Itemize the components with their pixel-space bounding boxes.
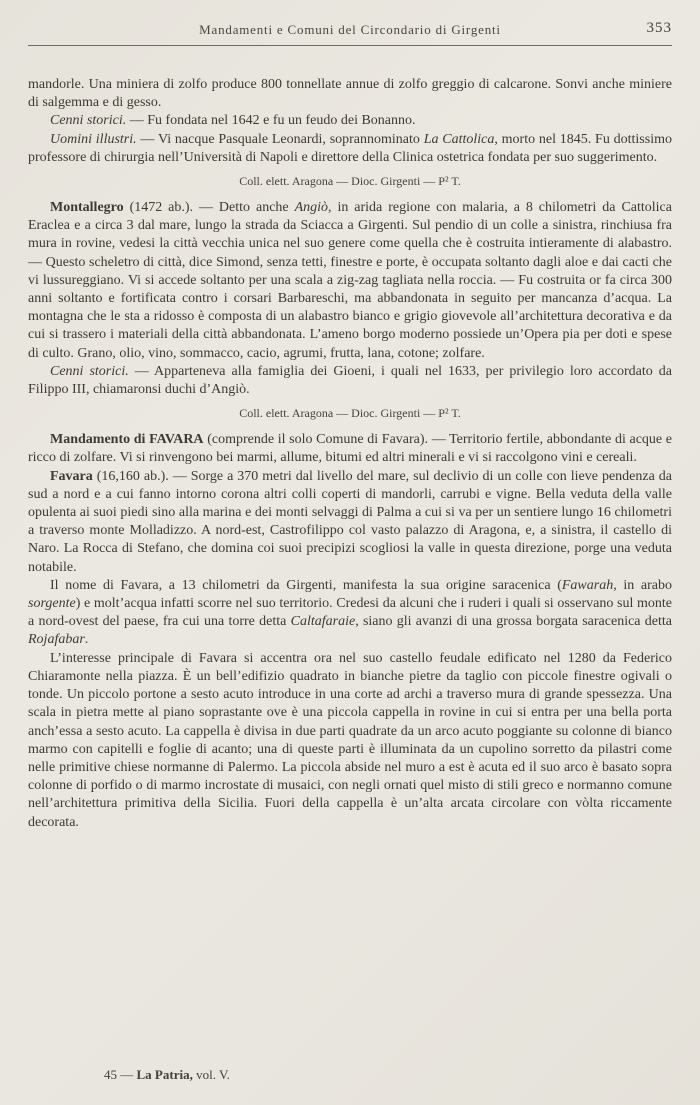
text-segment: Il nome di Favara, a 13 chilometri da Girgenti, manifesta la sua origine saracenica ( <box>50 577 562 593</box>
text-segment: sorgente <box>28 596 76 612</box>
text-segment: Rojafabar <box>28 632 85 648</box>
text-segment: (16,160 ab.). — Sorge a 370 metri dal livello del mare, sul declivio di un colle con lieve pendenza da sud a nord e a cui fanno intorno corona altri colli coperti di mandorli, carrubi e vigne. Bella veduta della valle opulenta ai suoi piedi sino alla marina e dei monti selvaggi di Palma a cui si va per un sentiere lungo 16 chilometri a traverso monte Molladizzo. A nord-est, Castrofilippo col vasto palazzo di Aragona, e, a sinistra, il castello di Naro. La Rocca di Stefano, che domina coi suoi precipizi scogliosi la valle in questa direzione, porge una veduta notabile. <box>28 468 672 575</box>
text-segment: , in arida regione con malaria, a 8 chilometri da Cattolica Eraclea e a circa 3 dal mare, lungo la strada da Sciacca a Girgenti. Sul pendio di un colle a sinistra, rinchiusa fra mura in rovine, vedesi la città vecchia unica nel suo genere come quella che è costruita intieramente di alabastro. — Questo scheletro di città, dice Simond, senza tetti, finestre e porte, è occupata soltanto dagli aloe e dai cacti che vi lussureggiano. Vi si accede soltanto per una scala a zig-zag tagliata nella roccia. — Fu costruita or fa circa 300 anni soltanto e fortificata contro i corsari Barbareschi, ma abbandonata in seguito per mancanza d’acqua. La montagna che le sta a ridosso è composta di un alabastro bianco e grigio giovevole all’architettura decorativa e da cui si trassero i materiali della città abbandonata. L’ameno borgo moderno possiede un’Opera pia per doti e spese di culto. Grano, olio, vino, sommacco, cacio, agrumi, frutta, lana, cotone; zolfare. <box>28 200 672 361</box>
page-number: 353 <box>646 20 672 36</box>
text-segment: . <box>84 632 89 648</box>
text-segment: Uomini illustri. <box>50 131 137 147</box>
text-segment: L’interesse principale di Favara si accentra ora nel suo castello feudale edificato nel 1280 da Federico Chiaramonte nella piazza. È un bell’edifizio quadrato in bianche pietre da taglio con piccole finestre ogivali o tonde. Un piccolo portone a sesto acuto introduce in una corte ad archi a traverso mura di grande spessezza. Una scala in pietra mette al piano soprastante ove è una piccola cappella in rovine in cui si entra per una bella porta anch’essa a sesto acuto. La cappella è divisa in due parti quadrate da un arco acuto poggiante su colonne di bianco marmo con capitelli e foglie di acanto; una di queste parti è illuminata da un cupolino sorretto da pilastri come nelle primitive chiese normanne di Palermo. La piccola abside nel muro a est è acuta ed il suo arco è basato sopra colonne di porfido o di marmo incrostate di musaici, con negli ornati quel misto di stili greco e normanno comune nell’architettura primitiva della Sicilia. Fuori della cappella è un’alta arcata circolare con vòlta riccamente decorata. <box>28 650 672 830</box>
text-segment: , siano gli avanzi di una grossa borgata saracenica detta <box>355 614 672 630</box>
body-paragraph <box>28 468 672 577</box>
text-segment: (comprende il solo Comune di Favara). — Territorio fertile, abbondante di acque e ricco di zolfare. Vi si rinvengono bei marmi, allume, bitumi ed altri minerali e vi si raccolgono vini e cereali. <box>28 432 672 466</box>
body-paragraph <box>28 363 672 399</box>
footer-signature <box>104 1067 230 1082</box>
text-segment: — Fu fondata nel 1642 e fu un feudo dei Bonanno. <box>126 113 416 129</box>
text-segment: Cenni storici. <box>50 363 129 379</box>
text-segment: Fawarah <box>561 577 614 593</box>
text-segment: Angiò <box>294 200 329 216</box>
body-paragraph <box>28 131 672 167</box>
text-segment: — Vi nacque Pasquale Leonardi, soprannominato <box>136 131 424 147</box>
text-segment: , in arabo <box>613 577 672 593</box>
text-segment: Coll. elett. Aragona — Dioc. Girgenti — P² T. <box>239 174 461 189</box>
text-segment: Cenni storici. <box>50 113 127 129</box>
electoral-note <box>28 174 672 189</box>
text-segment: ) e molt’acqua infatti scorre nel suo territorio. Credesi da alcuni che i ruderi i quali si osservano sul monte a nord-ovest del paese, fra cui una torre detta <box>28 596 672 630</box>
text-segment: , morto nel 1845. Fu dottissimo professore di chirurgia nell’Università di Napoli e direttore della Clinica ostetrica fondata per suo suggerimento. <box>28 131 672 165</box>
page-footer <box>28 1061 672 1091</box>
body-paragraph <box>28 650 672 832</box>
text-segment: Caltafaraie <box>290 614 356 630</box>
body-paragraph <box>28 577 672 650</box>
page-body <box>28 76 672 1061</box>
header-rule <box>28 45 672 46</box>
text-segment: Favara <box>50 468 93 484</box>
text-segment: La Patria, <box>136 1067 193 1082</box>
running-title: Mandamenti e Comuni del Circondario di Girgenti <box>199 22 501 37</box>
text-segment: vol. V. <box>192 1067 230 1082</box>
text-segment: 45 — <box>104 1067 137 1082</box>
text-segment: Montallegro <box>50 200 124 216</box>
body-paragraph <box>28 76 672 112</box>
text-segment: (1472 ab.). — Detto anche <box>123 200 295 216</box>
electoral-note <box>28 406 672 421</box>
body-paragraph <box>28 199 672 363</box>
text-segment: La Cattolica <box>423 131 495 147</box>
page-header <box>28 20 672 45</box>
text-segment: mandorle. Una miniera di zolfo produce 800 tonnellate annue di zolfo greggio di calcarone. Sonvi anche miniere di salgemma e di gesso. <box>28 77 672 111</box>
text-segment: — Apparteneva alla famiglia dei Gioeni, i quali nel 1633, per privilegio loro accordato da Filippo III, chiamaronsi duchi d’Angiò. <box>28 363 672 398</box>
body-paragraph <box>28 431 672 467</box>
text-segment: Coll. elett. Aragona — Dioc. Girgenti — P² T. <box>239 406 461 421</box>
text-segment: Mandamento di FAVARA <box>50 432 204 448</box>
body-paragraph <box>28 112 672 130</box>
